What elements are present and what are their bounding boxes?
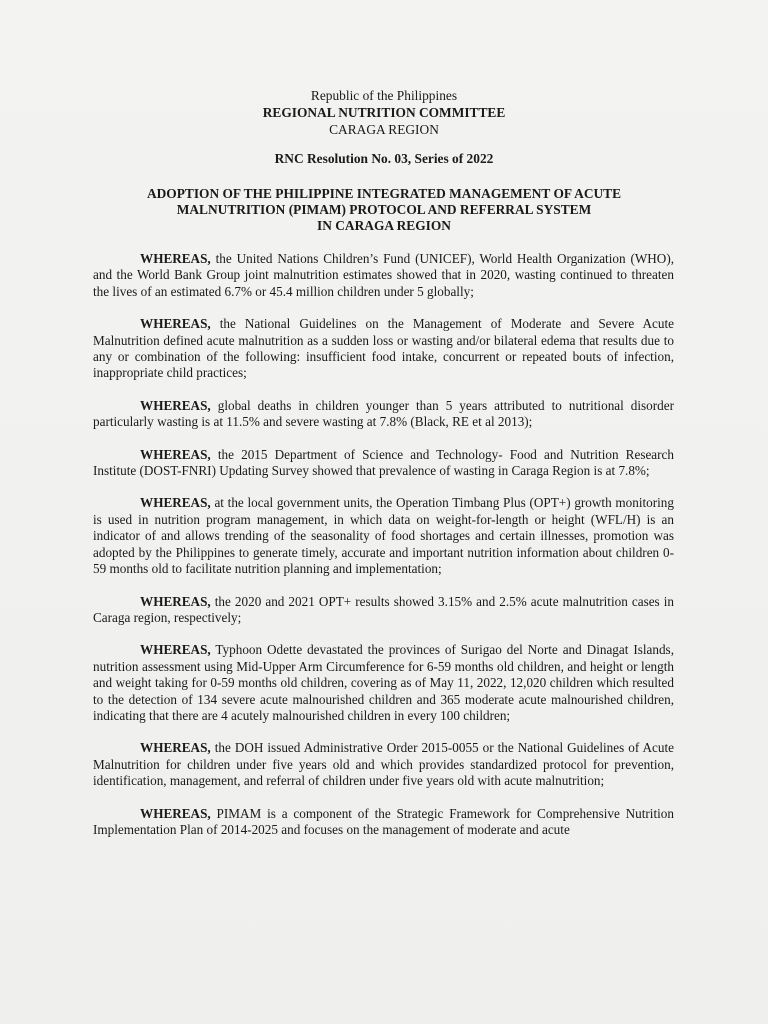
country-line: Republic of the Philippines (310, 88, 458, 103)
whereas-label: WHEREAS, (140, 495, 211, 511)
whereas-label: WHEREAS, (140, 642, 211, 658)
paragraph-text: Typhoon Odette devastated the provinces of Surigao del Norte and Dinagat Islands, nutrition assessment using Mid-Upper Arm Circumference for 6-59 months old children, and height or length and weight taking for 0-59 months old children, covering as of May 11, 2022, 12,020 children which resulted to the detection of 134 severe acute malnourished children and 365 moderate acute malnourished children, indicating that there are 4 acutely malnourished children in every 100 children; (93, 642, 674, 723)
whereas-paragraph-9 (93, 806, 674, 839)
resolution-title (0, 186, 768, 234)
paragraph-text: the 2020 and 2021 OPT+ results showed 3.15% and 2.5% acute malnutrition cases in Caraga region, respectively; (93, 593, 674, 625)
whereas-paragraph-5 (93, 495, 674, 577)
whereas-paragraph-4 (93, 447, 674, 480)
whereas-paragraph-3 (93, 398, 674, 431)
title-line-1: ADOPTION OF THE PHILIPPINE INTEGRATED MANAGEMENT OF ACUTE (146, 186, 622, 201)
committee-name: REGIONAL NUTRITION COMMITTEE (262, 105, 506, 120)
whereas-label: WHEREAS, (140, 316, 211, 332)
whereas-label: WHEREAS, (140, 446, 211, 462)
whereas-label: WHEREAS, (140, 251, 211, 266)
paragraph-text: the DOH issued Administrative Order 2015-0055 or the National Guidelines of Acute Malnutrition for children under five years old and which provides standardized protocol for prevention, identification, management, and referral of children under five years old with acute malnutrition; (93, 740, 674, 789)
resolution-body (93, 251, 674, 854)
whereas-label: WHEREAS, (140, 740, 211, 756)
title-line-3: IN CARAGA REGION (317, 218, 451, 233)
whereas-label: WHEREAS, (140, 593, 211, 609)
whereas-paragraph-7 (93, 642, 674, 724)
whereas-paragraph-1 (93, 251, 674, 300)
paragraph-text: the 2015 Department of Science and Technology- Food and Nutrition Research Institute (DOST-FNRI) Updating Survey showed that prevalence of wasting in Caraga Region is at 7.8%; (93, 446, 674, 479)
paragraph-text: global deaths in children younger than 5 years attributed to nutritional disorder particularly wasting is at 11.5% and severe wasting at 7.8% (Black, RE et al 2013); (93, 397, 675, 430)
whereas-label: WHEREAS, (140, 397, 211, 413)
paragraph-text: the National Guidelines on the Management of Moderate and Severe Acute Malnutrition defined acute malnutrition as a sudden loss or wasting and/or bilateral edema that results due to any or combination of the following: insufficient food intake, concurrent or repeated bouts of infection, inappropriate child practices; (93, 316, 674, 381)
resolution-number: RNC Resolution No. 03, Series of 2022 (274, 151, 494, 166)
letterhead (0, 87, 768, 138)
whereas-paragraph-6 (93, 594, 674, 627)
paragraph-text: PIMAM is a component of the Strategic Framework for Comprehensive Nutrition Implementation Plan of 2014-2025 and focuses on the management of moderate and acute (93, 805, 674, 837)
paragraph-text: at the local government units, the Operation Timbang Plus (OPT+) growth monitoring is used in nutrition program management, in which data on weight-for-length or height (WFL/H) is an indicator of and allows trending of the seasonality of food shortages and certain illnesses, promotion was adopted by the Philippines to generate timely, accurate and important nutrition information about children 0-59 months old to facilitate nutrition planning and implementation; (93, 495, 674, 577)
paragraph-text: the United Nations Children’s Fund (UNICEF), World Health Organization (WHO), and the World Bank Group joint malnutrition estimates showed that in 2020, wasting continued to threaten the lives of an estimated 6.7% or 45.4 million children under 5 globally; (93, 251, 675, 299)
title-line-2: MALNUTRITION (PIMAM) PROTOCOL AND REFERRAL SYSTEM (176, 202, 592, 217)
whereas-paragraph-8 (93, 740, 674, 789)
whereas-paragraph-2 (93, 316, 674, 382)
whereas-label: WHEREAS, (140, 805, 211, 821)
region-line: CARAGA REGION (329, 122, 439, 137)
